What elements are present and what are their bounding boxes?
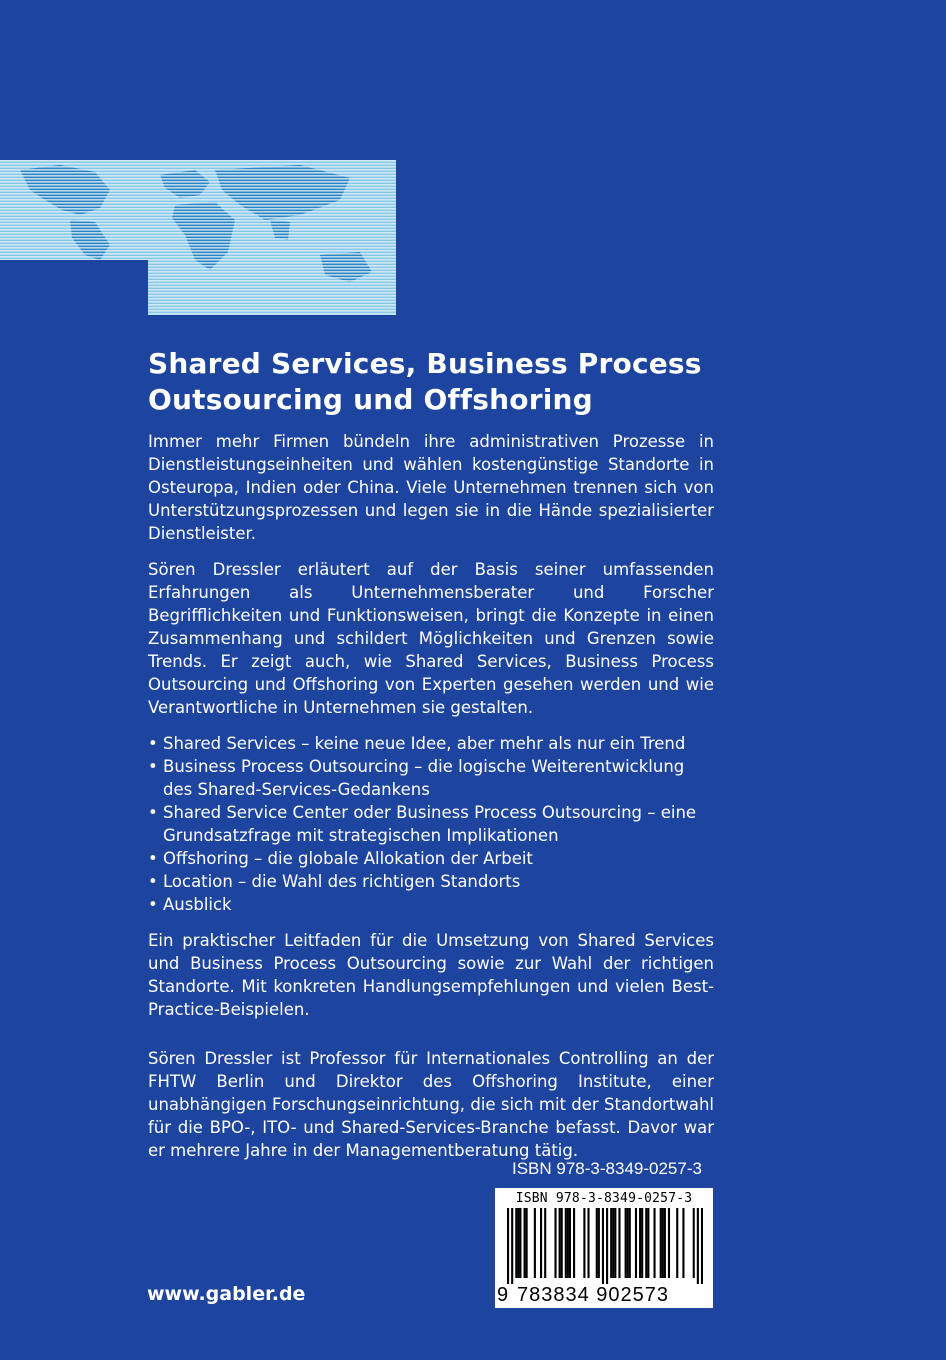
- barcode-bar: [668, 1208, 670, 1278]
- barcode-bar: [635, 1208, 637, 1278]
- author-approach-paragraph: Sören Dressler erläutert auf der Basis seiner umfassenden Erfahrungen als Unternehmensberater und Forscher Begrifflichkeiten und Funktionsweisen, bringt die Konzepte in einen Zusammenhang und schildert Möglichkeiten und Grenzen sowie Trends. Er zeigt auch, wie Shared Services, Business Process Outsourcing und Offshoring von Experten gesehen werden und wie Verantwortliche in Unternehmen sie gestalten.: [148, 560, 714, 717]
- barcode-bar: [583, 1208, 585, 1278]
- barcode-bar: [587, 1208, 589, 1278]
- list-item: • Business Process Outsourcing – die logische Weiterentwicklung des Shared-Services-Gedankens: [148, 755, 714, 801]
- barcode-bar: [682, 1208, 684, 1278]
- summary-paragraph: Ein praktischer Leitfaden für die Umsetzung von Shared Services und Business Process Outsourcing sowie zur Wahl der richtigen Standorte. Mit konkreten Handlungsempfehlungen und vielen Best-Practice-Beispielen.: [148, 931, 714, 1019]
- barcode-bar: [693, 1208, 695, 1278]
- barcode-bar: [534, 1208, 536, 1278]
- barcode-bar: [627, 1208, 629, 1278]
- barcode-first-digit: 9: [497, 1284, 510, 1306]
- barcode-bar: [602, 1208, 604, 1284]
- barcode-bar: [515, 1208, 517, 1278]
- barcode: [495, 1188, 713, 1308]
- barcode-bar: [612, 1208, 614, 1278]
- publisher-website: www.gabler.de: [147, 1283, 306, 1305]
- title-line-1: Shared Services, Business Process: [148, 347, 702, 380]
- title-line-2: Outsourcing und Offshoring: [148, 383, 593, 416]
- barcode-bar: [511, 1208, 513, 1284]
- barcode-bar: [662, 1208, 664, 1278]
- list-item: • Offshoring – die globale Allokation der Arbeit: [148, 847, 714, 870]
- barcode-bar: [598, 1208, 600, 1278]
- barcode-bar: [517, 1208, 519, 1278]
- topic-list: [148, 732, 714, 916]
- barcode-bar: [519, 1208, 521, 1278]
- list-item: • Ausblick: [148, 893, 714, 916]
- barcode-bar: [507, 1208, 509, 1284]
- barcode-bar: [625, 1208, 627, 1278]
- barcode-bar: [554, 1208, 556, 1278]
- back-cover-text: [148, 346, 714, 1175]
- barcode-bar: [526, 1208, 528, 1278]
- list-item: • Location – die Wahl des richtigen Standorts: [148, 870, 714, 893]
- barcode-bar: [573, 1208, 575, 1278]
- barcode-bar: [561, 1208, 563, 1278]
- barcode-bar: [524, 1208, 526, 1278]
- isbn-label: ISBN 978-3-8349-0257-3: [512, 1159, 702, 1178]
- barcode-bar: [567, 1208, 569, 1278]
- barcode-bar: [614, 1208, 616, 1278]
- world-map-image: [0, 160, 396, 315]
- barcode-bar: [697, 1208, 699, 1284]
- barcode-bar: [629, 1208, 631, 1278]
- barcode-bar: [569, 1208, 571, 1278]
- barcode-bar: [596, 1208, 598, 1278]
- barcode-bar: [639, 1208, 641, 1278]
- barcode-digits: 783834 902573: [517, 1284, 670, 1306]
- barcode-bars: [507, 1208, 703, 1284]
- intro-paragraph: Immer mehr Firmen bündeln ihre administrativen Prozesse in Dienstleistungseinheiten und wählen kostengünstige Standorte in Osteuropa, Indien oder China. Viele Unternehmen trennen sich von Unterstützungsprozessen und legen sie in die Hände spezialisierter Dienstleister.: [148, 432, 714, 543]
- barcode-bar: [645, 1208, 647, 1278]
- list-item: • Shared Service Center oder Business Process Outsourcing – eine Grundsatzfrage mit strategischen Implikationen: [148, 801, 714, 847]
- book-title: [148, 346, 714, 418]
- barcode-bar: [565, 1208, 567, 1278]
- barcode-bar: [606, 1208, 608, 1284]
- barcode-bar: [540, 1208, 542, 1278]
- barcode-bar: [653, 1208, 655, 1278]
- barcode-bar: [559, 1208, 561, 1278]
- barcode-bar: [641, 1208, 643, 1278]
- barcode-bar: [618, 1208, 620, 1278]
- barcode-bar: [660, 1208, 662, 1278]
- barcode-bar: [610, 1208, 612, 1278]
- barcode-bar: [701, 1208, 703, 1284]
- barcode-isbn-text: ISBN 978-3-8349-0257-3: [515, 1191, 693, 1206]
- author-bio: Sören Dressler ist Professor für Internationales Controlling an der FHTW Berlin und Direktor des Offshoring Institute, einer unabhängigen Forschungseinrichtung, die sich mit der Standortwahl für die BPO-, ITO- und Shared-Services-Branche befasst. Davor war er mehrere Jahre in der Managementberatung tätig.: [148, 1049, 714, 1160]
- barcode-bar: [647, 1208, 649, 1278]
- barcode-bar: [664, 1208, 666, 1278]
- barcode-bar: [676, 1208, 678, 1278]
- list-item: • Shared Services – keine neue Idee, aber mehr als nur ein Trend: [148, 732, 714, 755]
- barcode-bar: [544, 1208, 546, 1278]
